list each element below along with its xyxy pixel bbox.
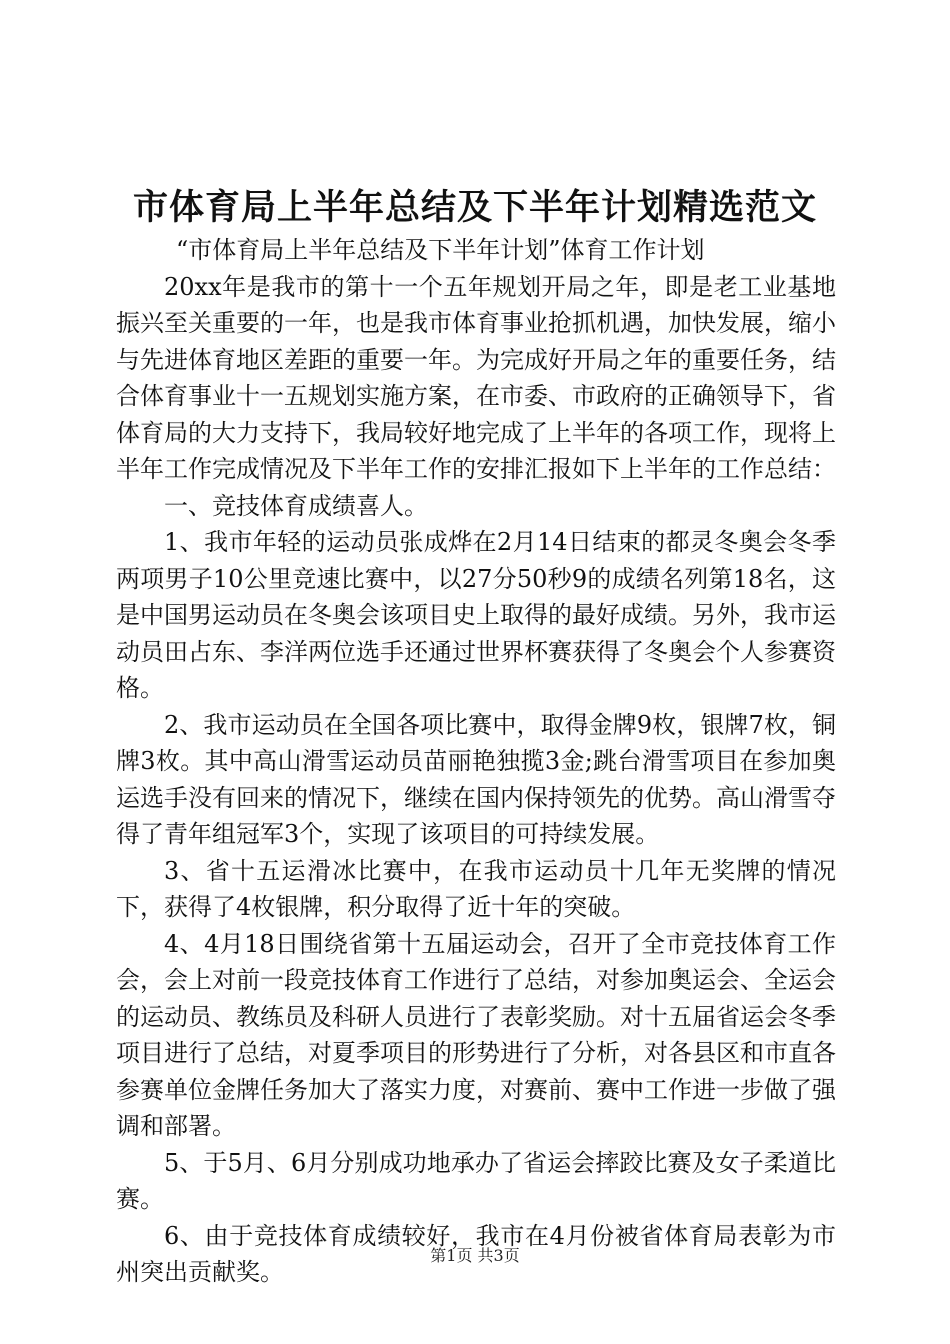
- paragraph-item-5: 5、于5月、6月分别成功地承办了省运会摔跤比赛及女子柔道比赛。: [116, 1148, 836, 1213]
- paragraph-item-2: 2、我市运动员在全国各项比赛中，取得金牌9枚，银牌7枚，铜牌3枚。其中高山滑雪运动员苗丽艳独揽3金;跳台滑雪项目在参加奥运选手没有回来的情况下，继续在国内保持领先的优势。高山滑雪夺得了青年组冠军3个，实现了该项目的可持续发展。: [116, 710, 836, 848]
- paragraph-item-4: 4、4月18日围绕省第十五届运动会，召开了全市竞技体育工作会，会上对前一段竞技体育工作进行了总结，对参加奥运会、全运会的运动员、教练员及科研人员进行了表彰奖励。对十五届省运会冬季项目进行了总结，对夏季项目的形势进行了分析，对各县区和市直各参赛单位金牌任务加大了落实力度，对赛前、赛中工作进一步做了强调和部署。: [116, 929, 836, 1140]
- page-number-footer: 第1页 共3页: [430, 1246, 520, 1265]
- document-title: 市体育局上半年总结及下半年计划精选范文: [132, 187, 817, 228]
- document-body: [116, 232, 836, 1291]
- paragraph-item-6: 6、由于竞技体育成绩较好，我市在4月份被省体育局表彰为市州突出贡献奖。: [116, 1221, 836, 1286]
- document-subtitle: “市体育局上半年总结及下半年计划”体育工作计划: [176, 236, 705, 264]
- paragraph-item-3: 3、省十五运滑冰比赛中，在我市运动员十几年无奖牌的情况下，获得了4枚银牌，积分取得了近十年的突破。: [116, 856, 836, 921]
- paragraph-item-1: 1、我市年轻的运动员张成烨在2月14日结束的都灵冬奥会冬季两项男子10公里竞速比赛中，以27分50秒9的成绩名列第18名，这是中国男运动员在冬奥会该项目史上取得的最好成绩。另外，我市运动员田占东、李洋两位选手还通过世界杯赛获得了冬奥会个人参赛资格。: [116, 528, 836, 702]
- paragraph-intro: 20xx年是我市的第十一个五年规划开局之年，即是老工业基地振兴至关重要的一年，也是我市体育事业抢抓机遇，加快发展，缩小与先进体育地区差距的重要一年。为完成好开局之年的重要任务，结合体育事业十一五规划实施方案，在市委、市政府的正确领导下，省体育局的大力支持下，我局较好地完成了上半年的各项工作，现将上半年工作完成情况及下半年工作的安排汇报如下上半年的工作总结：: [116, 272, 836, 483]
- section-heading: 一、竞技体育成绩喜人。: [164, 491, 428, 520]
